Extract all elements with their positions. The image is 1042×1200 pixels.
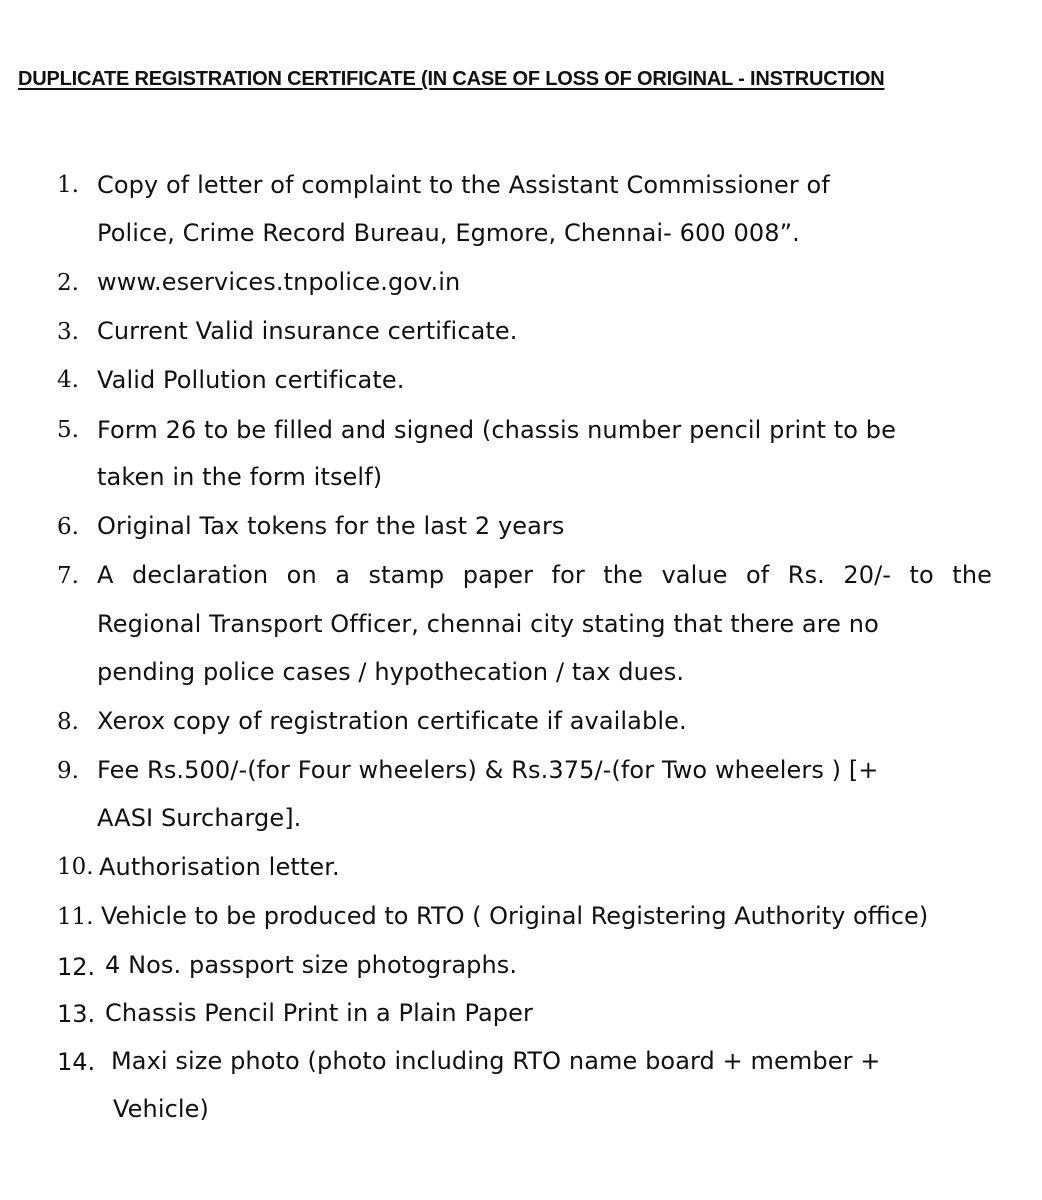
item-number: 14.	[57, 1048, 96, 1076]
item-number: 2.	[57, 270, 79, 296]
item-text: pending police cases / hypothecation / tax dues.	[97, 658, 685, 686]
item-text: Form 26 to be filled and signed (chassis number pencil print to be	[97, 416, 897, 444]
item-number: 8.	[57, 709, 79, 735]
item-text: Vehicle to be produced to RTO ( Original Registering Authority office)	[101, 902, 929, 930]
item-text: AASI Surcharge].	[97, 804, 302, 832]
item-number: 3.	[57, 319, 79, 345]
item-text: Maxi size photo (photo including RTO name board + member +	[111, 1047, 881, 1075]
item-number: 13.	[57, 1000, 96, 1028]
item-text: Police, Crime Record Bureau, Egmore, Chennai- 600 008”.	[97, 219, 800, 247]
item-text: www.eservices.tnpolice.gov.in	[97, 268, 461, 296]
item-text: A declaration on a stamp paper for the value of Rs. 20/- to the	[97, 561, 992, 589]
item-number: 5.	[57, 417, 79, 443]
item-text: Current Valid insurance certificate.	[97, 317, 518, 345]
item-text: Copy of letter of complaint to the Assistant Commissioner of	[97, 171, 830, 199]
item-text: taken in the form itself)	[97, 463, 383, 491]
item-number: 4.	[57, 367, 79, 393]
page-title: DUPLICATE REGISTRATION CERTIFICATE (IN CASE OF LOSS OF ORIGINAL - INSTRUCTION	[18, 68, 885, 90]
item-number: 12.	[57, 953, 96, 981]
item-number: 9.	[57, 758, 79, 784]
item-text: Regional Transport Officer, chennai city stating that there are no	[97, 610, 879, 638]
item-text: Xerox copy of registration certificate if available.	[97, 707, 687, 735]
item-text: Valid Pollution certificate.	[97, 366, 405, 394]
item-text: 4 Nos. passport size photographs.	[105, 951, 518, 979]
item-number: 1.	[57, 172, 79, 198]
item-text: Fee Rs.500/-(for Four wheelers) & Rs.375/-(for Two wheelers ) [+	[97, 756, 879, 784]
item-text: Original Tax tokens for the last 2 years	[97, 512, 565, 540]
item-text: Authorisation letter.	[99, 853, 340, 881]
item-number: 11.	[57, 904, 94, 930]
item-text: Vehicle)	[113, 1095, 209, 1123]
item-text: Chassis Pencil Print in a Plain Paper	[105, 999, 533, 1027]
item-number: 6.	[57, 514, 79, 540]
item-number: 7.	[57, 563, 79, 589]
item-number: 10.	[57, 854, 94, 880]
